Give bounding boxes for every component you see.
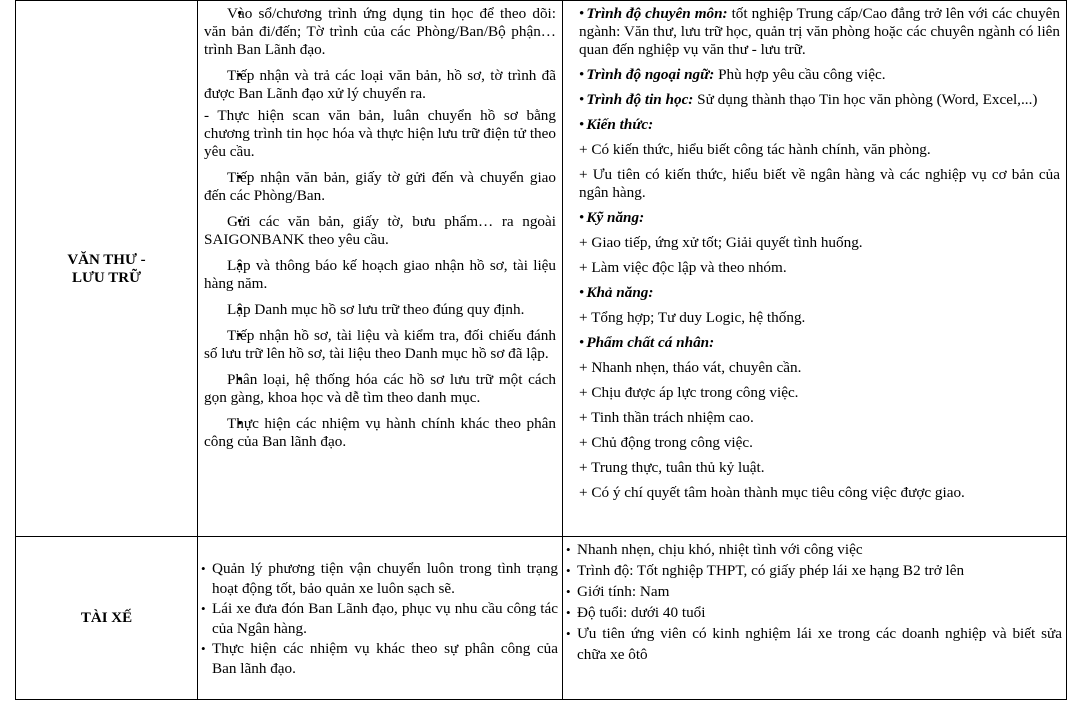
requirements-cell: [563, 1, 1067, 537]
duty-item: • Thực hiện các nhiệm vụ khác theo sự phân công của Ban lãnh đạo.: [201, 639, 558, 679]
section-heading: • Kỹ năng:: [569, 209, 1060, 227]
role-title: VĂN THƯ - LƯU TRỮ: [67, 251, 146, 286]
requirement-item: • Trình độ chuyên môn: tốt nghiệp Trung cấp/Cao đẳng trở lên với các chuyên ngành: Văn thư, lưu trữ học, quản trị văn phòng hoặc các chuyên ngành có liên quan đến nghiệp vụ văn thư - lưu trữ.: [569, 5, 1060, 59]
requirement-item: + Chịu được áp lực trong công việc.: [579, 384, 799, 401]
role-cell: [16, 1, 198, 537]
duty-item: • Lập và thông báo kế hoạch giao nhận hồ sơ, tài liệu hàng năm.: [204, 257, 556, 293]
requirement-item: • Ưu tiên ứng viên có kinh nghiệm lái xe trong các doanh nghiệp và biết sửa chữa xe ôtô: [566, 623, 1062, 665]
requirement-item: • Trình độ: Tốt nghiệp THPT, có giấy phép lái xe hạng B2 trở lên: [566, 560, 1062, 581]
duties-cell: [198, 1, 563, 537]
requirement-item: • Nhanh nhẹn, chịu khó, nhiệt tình với công việc: [566, 539, 1062, 560]
requirement-item: • Độ tuổi: dưới 40 tuổi: [566, 602, 1062, 623]
duty-item: • Lập Danh mục hồ sơ lưu trữ theo đúng quy định.: [204, 301, 556, 319]
duty-item: • Vào sổ/chương trình ứng dụng tin học để theo dõi: văn bản đi/đến; Tờ trình của các Phòng/Ban/Bộ phận…trình Ban Lãnh đạo.: [204, 5, 556, 59]
requirement-item: + Có ý chí quyết tâm hoàn thành mục tiêu công việc được giao.: [579, 484, 965, 501]
duty-item: • Lái xe đưa đón Ban Lãnh đạo, phục vụ nhu cầu công tác của Ngân hàng.: [201, 599, 558, 639]
requirement-item: • Trình độ tin học: Sử dụng thành thạo Tin học văn phòng (Word, Excel,...): [569, 91, 1060, 109]
requirement-item: + Ưu tiên có kiến thức, hiểu biết về ngân hàng và các nghiệp vụ cơ bản của ngân hàng.: [579, 166, 1060, 201]
role-title: TÀI XẾ: [80, 610, 133, 626]
requirement-item: + Giao tiếp, ứng xử tốt; Giải quyết tình huống.: [579, 234, 863, 251]
table-row: [16, 537, 1067, 700]
requirement-item: + Chủ động trong công việc.: [579, 434, 753, 451]
section-heading: • Khả năng:: [569, 284, 1060, 302]
requirement-item: • Giới tính: Nam: [566, 581, 1062, 602]
duty-item: • Tiếp nhận hồ sơ, tài liệu và kiểm tra, đối chiếu đánh số lưu trữ lên hồ sơ, tài liệu theo Danh mục hồ sơ đã lập.: [204, 327, 556, 363]
table-row: [16, 1, 1067, 537]
duty-item: • Tiếp nhận văn bản, giấy tờ gửi đến và chuyển giao đến các Phòng/Ban.: [204, 169, 556, 205]
role-cell: [16, 537, 198, 700]
section-heading: • Phẩm chất cá nhân:: [569, 334, 1060, 352]
job-description-table: [15, 0, 1067, 700]
duties-cell: [198, 537, 563, 700]
requirement-item: • Trình độ ngoại ngữ: Phù hợp yêu cầu công việc.: [569, 66, 1060, 84]
section-heading: • Kiến thức:: [569, 116, 1060, 134]
requirement-item: + Trung thực, tuân thủ kỷ luật.: [579, 459, 765, 476]
duty-item: • Gửi các văn bản, giấy tờ, bưu phẩm… ra ngoài SAIGONBANK theo yêu cầu.: [204, 213, 556, 249]
duty-item: • Quản lý phương tiện vận chuyển luôn trong tình trạng hoạt động tốt, bảo quản xe luôn sạch sẽ.: [201, 559, 558, 599]
requirement-item: + Nhanh nhẹn, tháo vát, chuyên cần.: [579, 359, 802, 376]
requirement-item: + Có kiến thức, hiểu biết công tác hành chính, văn phòng.: [579, 141, 931, 158]
duty-item: - Thực hiện scan văn bản, luân chuyển hồ sơ bằng chương trình tin học hóa và thực hiện lưu trữ điện tử theo yêu cầu.: [204, 107, 556, 160]
duty-item: • Thực hiện các nhiệm vụ hành chính khác theo phân công của Ban lãnh đạo.: [204, 415, 556, 451]
requirement-item: + Tổng hợp; Tư duy Logic, hệ thống.: [579, 309, 806, 326]
requirements-cell: [563, 537, 1067, 700]
requirement-item: + Tinh thần trách nhiệm cao.: [579, 409, 754, 426]
duty-item: • Phân loại, hệ thống hóa các hồ sơ lưu trữ một cách gọn gàng, khoa học và dễ tìm theo danh mục.: [204, 371, 556, 407]
requirement-item: + Làm việc độc lập và theo nhóm.: [579, 259, 787, 276]
duty-item: • Tiếp nhận và trả các loại văn bản, hồ sơ, tờ trình đã được Ban Lãnh đạo xử lý chuyển ra.: [204, 67, 556, 103]
